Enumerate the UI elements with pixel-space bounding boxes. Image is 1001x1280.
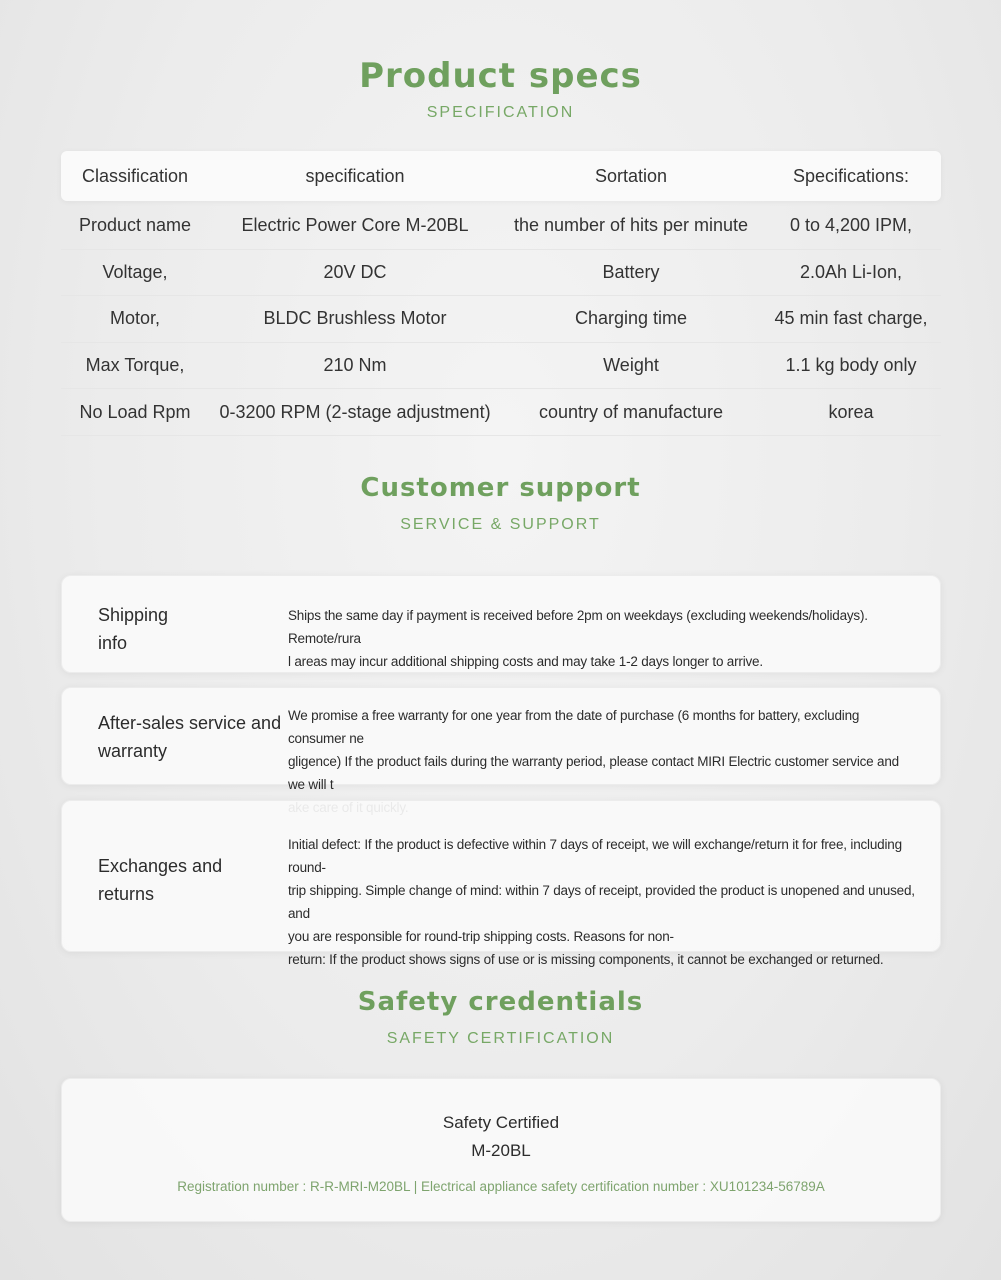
table-cell: 0 to 4,200 IPM, xyxy=(789,215,913,236)
safety-card xyxy=(61,1078,941,1222)
table-cell: 45 min fast charge, xyxy=(774,308,928,329)
safety-section-header xyxy=(0,984,1001,1048)
table-cell: Weight xyxy=(603,355,659,376)
warranty-label xyxy=(98,709,288,765)
table-cell: Max Torque, xyxy=(85,355,185,376)
table-cell: Electric Power Core M-20BL xyxy=(241,215,469,236)
text-line: We promise a free warranty for one year from the date of purchase (6 months for battery, excluding consumer ne xyxy=(288,708,860,746)
table-cell: Charging time xyxy=(574,308,688,329)
returns-card xyxy=(61,800,941,967)
header-classification: Classification xyxy=(81,165,189,186)
table-cell: 0-3200 RPM (2-stage adjustment) xyxy=(219,401,491,422)
text-line: return: If the product shows signs of use or is missing components, it cannot be exchanged or returned. xyxy=(288,952,884,967)
table-cell: No Load Rpm xyxy=(79,401,191,422)
returns-text xyxy=(288,833,918,971)
text-line: Ships the same day if payment is received before 2pm on weekdays (excluding weekends/holidays). Remote/rura xyxy=(288,608,868,646)
shipping-info-text xyxy=(288,604,918,673)
shipping-info-label xyxy=(98,601,218,657)
label-line: Shipping xyxy=(98,605,169,625)
support-title: Customer support xyxy=(360,473,641,503)
text-line: l areas may incur additional shipping costs and may take 1-2 days longer to arrive. xyxy=(288,654,763,669)
specs-title: Product specs xyxy=(359,56,642,96)
table-row xyxy=(61,343,941,390)
label-line: warranty xyxy=(98,741,168,761)
table-row xyxy=(61,296,941,343)
table-cell: korea xyxy=(828,401,874,422)
label-line: info xyxy=(98,633,128,653)
specs-subtitle: SPECIFICATION xyxy=(426,104,575,121)
table-cell: BLDC Brushless Motor xyxy=(263,308,447,329)
table-cell: 1.1 kg body only xyxy=(785,355,917,376)
support-section-header xyxy=(0,470,1001,534)
table-cell: Voltage, xyxy=(102,261,168,282)
table-cell: 20V DC xyxy=(323,261,387,282)
specs-section-header xyxy=(0,52,1001,122)
table-cell: Battery xyxy=(602,261,660,282)
support-subtitle: SERVICE & SUPPORT xyxy=(400,516,601,533)
header-specification: specification xyxy=(305,165,405,186)
table-cell: country of manufacture xyxy=(538,401,724,422)
table-row xyxy=(61,203,941,250)
table-row xyxy=(61,389,941,436)
safety-model-text: M-20BL xyxy=(471,1141,531,1160)
table-cell: Motor, xyxy=(109,308,161,329)
shipping-info-card xyxy=(61,575,941,673)
text-line: Initial defect: If the product is defective within 7 days of receipt, we will exchange/return it for free, including round- xyxy=(288,837,902,875)
table-cell: the number of hits per minute xyxy=(513,215,749,236)
safety-title: Safety credentials xyxy=(357,987,644,1017)
label-line: After-sales service and xyxy=(98,713,282,733)
header-specifications: Specifications: xyxy=(792,165,910,186)
text-line: you are responsible for round-trip shipping costs. Reasons for non- xyxy=(288,929,674,944)
table-cell: Product name xyxy=(78,215,192,236)
spec-table xyxy=(61,151,941,436)
spec-table-header xyxy=(61,151,941,201)
label-line: returns xyxy=(98,884,155,904)
warranty-card xyxy=(61,687,941,792)
table-row xyxy=(61,250,941,297)
table-cell: 2.0Ah Li-Ion, xyxy=(799,261,903,282)
registration-number: Registration number : R-R-MRI-M20BL | Electrical appliance safety certification number : XU101234-56789A xyxy=(177,1179,825,1194)
returns-label xyxy=(98,852,238,908)
header-sortation: Sortation xyxy=(594,165,668,186)
table-cell: 210 Nm xyxy=(323,355,387,376)
safety-subtitle: SAFETY CERTIFICATION xyxy=(386,1030,615,1047)
text-line: gligence) If the product fails during the warranty period, please contact MIRI Electric customer service and we will t xyxy=(288,754,899,792)
text-line: trip shipping. Simple change of mind: within 7 days of receipt, provided the product is unopened and unused, and xyxy=(288,883,915,921)
label-line: Exchanges and xyxy=(98,856,223,876)
safety-certified-text: Safety Certified xyxy=(442,1113,560,1132)
